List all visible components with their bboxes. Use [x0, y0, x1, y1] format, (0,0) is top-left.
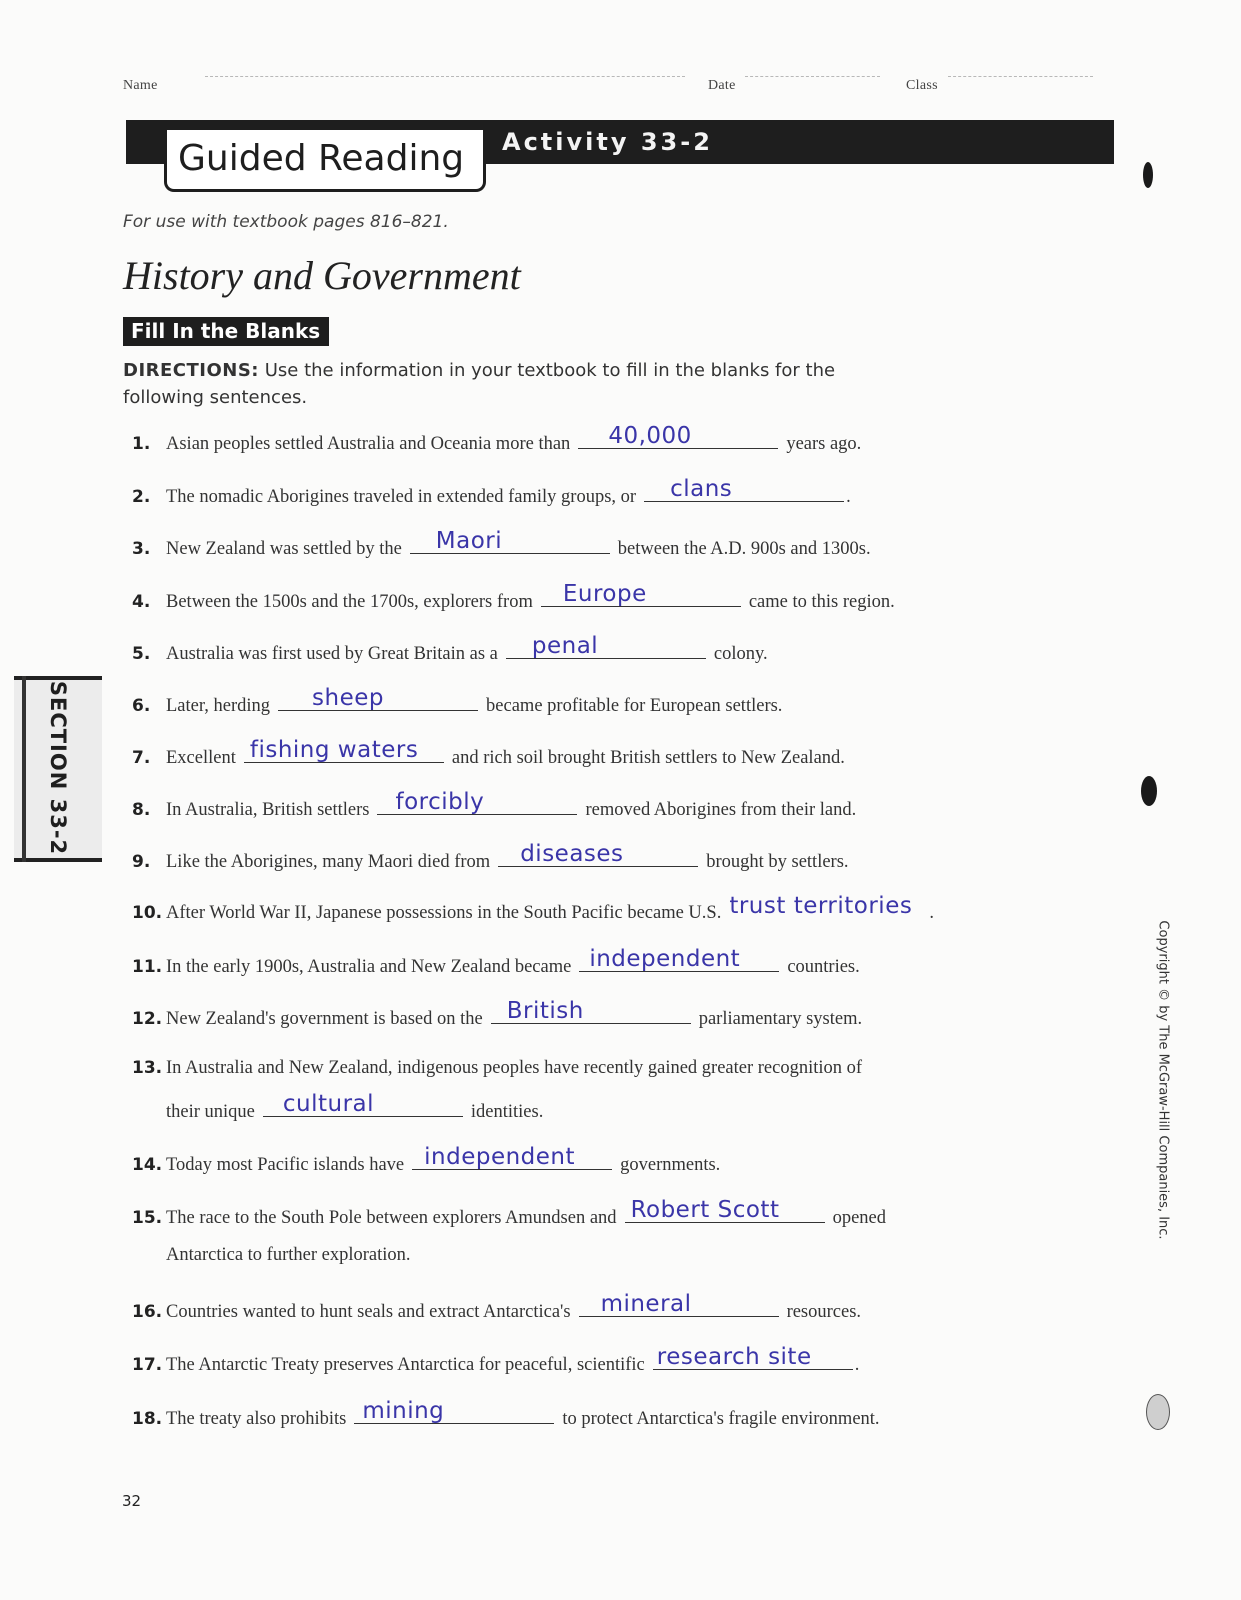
date-label: Date [708, 78, 736, 93]
handwritten-answer: Europe [562, 581, 647, 607]
binder-hole-bottom [1146, 1394, 1170, 1430]
question-14: 14. Today most Pacific islands have independent governments. [132, 1144, 721, 1175]
answer-blank[interactable] [412, 1144, 612, 1170]
banner-activity: Activity 33-2 [502, 128, 713, 156]
handwritten-answer: penal [531, 633, 599, 659]
page-title: History and Government [123, 253, 521, 298]
answer-blank[interactable] [579, 946, 779, 972]
question-12: 12. New Zealand's government is based on the British parliamentary system. [132, 998, 863, 1029]
handwritten-answer: mineral [600, 1291, 692, 1317]
answer-blank[interactable] [491, 998, 691, 1024]
handwritten-answer: diseases [520, 841, 624, 867]
answer-blank[interactable] [410, 528, 610, 554]
handwritten-answer: British [506, 998, 584, 1024]
question-13-line-2: their unique cultural identities. [166, 1091, 544, 1122]
directions-text: Use the information in your textbook to fill in the blanks for the following sentences. [123, 360, 836, 408]
handwritten-answer: Robert Scott [630, 1197, 780, 1223]
answer-blank[interactable] [578, 423, 778, 449]
handwritten-answer: trust territories [729, 893, 913, 919]
question-5: 5. Australia was first used by Great Britain as a penal colony. [132, 633, 768, 664]
section-side-label: SECTION 33-2 [46, 680, 70, 856]
handwritten-answer: 40,000 [608, 423, 692, 449]
question-10: 10. After World War II, Japanese possessions in the South Pacific became U.S. trust territories . [132, 893, 934, 923]
answer-blank[interactable] [579, 1291, 779, 1317]
handwritten-answer: forcibly [395, 789, 485, 815]
question-1: 1. Asian peoples settled Australia and Oceania more than 40,000 years ago. [132, 423, 862, 454]
directions-label: DIRECTIONS: [123, 360, 260, 381]
answer-blank[interactable] [541, 581, 741, 607]
question-18: 18. The treaty also prohibits mining to protect Antarctica's fragile environment. [132, 1398, 880, 1429]
question-8: 8. In Australia, British settlers forcibly removed Aborigines from their land. [132, 789, 857, 820]
answer-blank[interactable] [653, 1344, 853, 1370]
banner-title: Guided Reading [178, 138, 465, 179]
handwritten-answer: independent [424, 1144, 576, 1170]
handwritten-answer: cultural [282, 1091, 375, 1117]
answer-blank[interactable] [278, 685, 478, 711]
directions [123, 357, 883, 411]
answer-blank[interactable] [729, 893, 929, 919]
page-number: 32 [122, 1492, 142, 1510]
answer-blank[interactable] [625, 1197, 825, 1223]
question-4: 4. Between the 1500s and the 1700s, explorers from Europe came to this region. [132, 581, 895, 612]
question-3: 3. New Zealand was settled by the Maori between the A.D. 900s and 1300s. [132, 528, 871, 559]
answer-blank[interactable] [263, 1091, 463, 1117]
date-line [745, 76, 880, 77]
name-label: Name [123, 78, 158, 93]
question-15: 15. The race to the South Pole between explorers Amundsen and Robert Scott opened [132, 1197, 886, 1228]
handwritten-answer: Maori [435, 528, 503, 554]
answer-blank[interactable] [506, 633, 706, 659]
answer-blank[interactable] [498, 841, 698, 867]
answer-blank[interactable] [244, 737, 444, 763]
handwritten-answer: clans [670, 476, 733, 502]
answer-blank[interactable] [377, 789, 577, 815]
question-13: 13. In Australia and New Zealand, indigenous peoples have recently gained greater recognition of [132, 1058, 863, 1078]
handwritten-answer: fishing waters [249, 737, 419, 763]
question-7: 7. Excellent fishing waters and rich soil brought British settlers to New Zealand. [132, 737, 845, 768]
question-9: 9. Like the Aborigines, many Maori died from diseases brought by settlers. [132, 841, 849, 872]
class-label: Class [906, 78, 938, 93]
handwritten-answer: research site [656, 1344, 812, 1370]
question-17: 17. The Antarctic Treaty preserves Antarctica for peaceful, scientific research site . [132, 1344, 860, 1375]
question-15-line-2: Antarctica to further exploration. [166, 1245, 411, 1265]
question-11: 11. In the early 1900s, Australia and New Zealand became independent countries. [132, 946, 860, 977]
binder-hole-top [1143, 162, 1153, 188]
question-2: 2. The nomadic Aborigines traveled in extended family groups, or clans . [132, 476, 851, 507]
name-line [205, 76, 685, 77]
handwritten-answer: mining [362, 1398, 445, 1424]
handwritten-answer: independent [589, 946, 741, 972]
class-line [948, 76, 1093, 77]
question-16: 16. Countries wanted to hunt seals and extract Antarctica's mineral resources. [132, 1291, 862, 1322]
side-tab-bar [22, 676, 26, 862]
section-tag: Fill In the Blanks [123, 317, 329, 346]
copyright-notice: Copyright © by The McGraw-Hill Companies, Inc. [1155, 920, 1171, 1240]
question-6: 6. Later, herding sheep became profitable for European settlers. [132, 685, 783, 716]
subtitle: For use with textbook pages 816–821. [123, 212, 449, 232]
answer-blank[interactable] [644, 476, 844, 502]
handwritten-answer: sheep [312, 685, 385, 711]
binder-hole-middle [1141, 776, 1157, 806]
answer-blank[interactable] [354, 1398, 554, 1424]
